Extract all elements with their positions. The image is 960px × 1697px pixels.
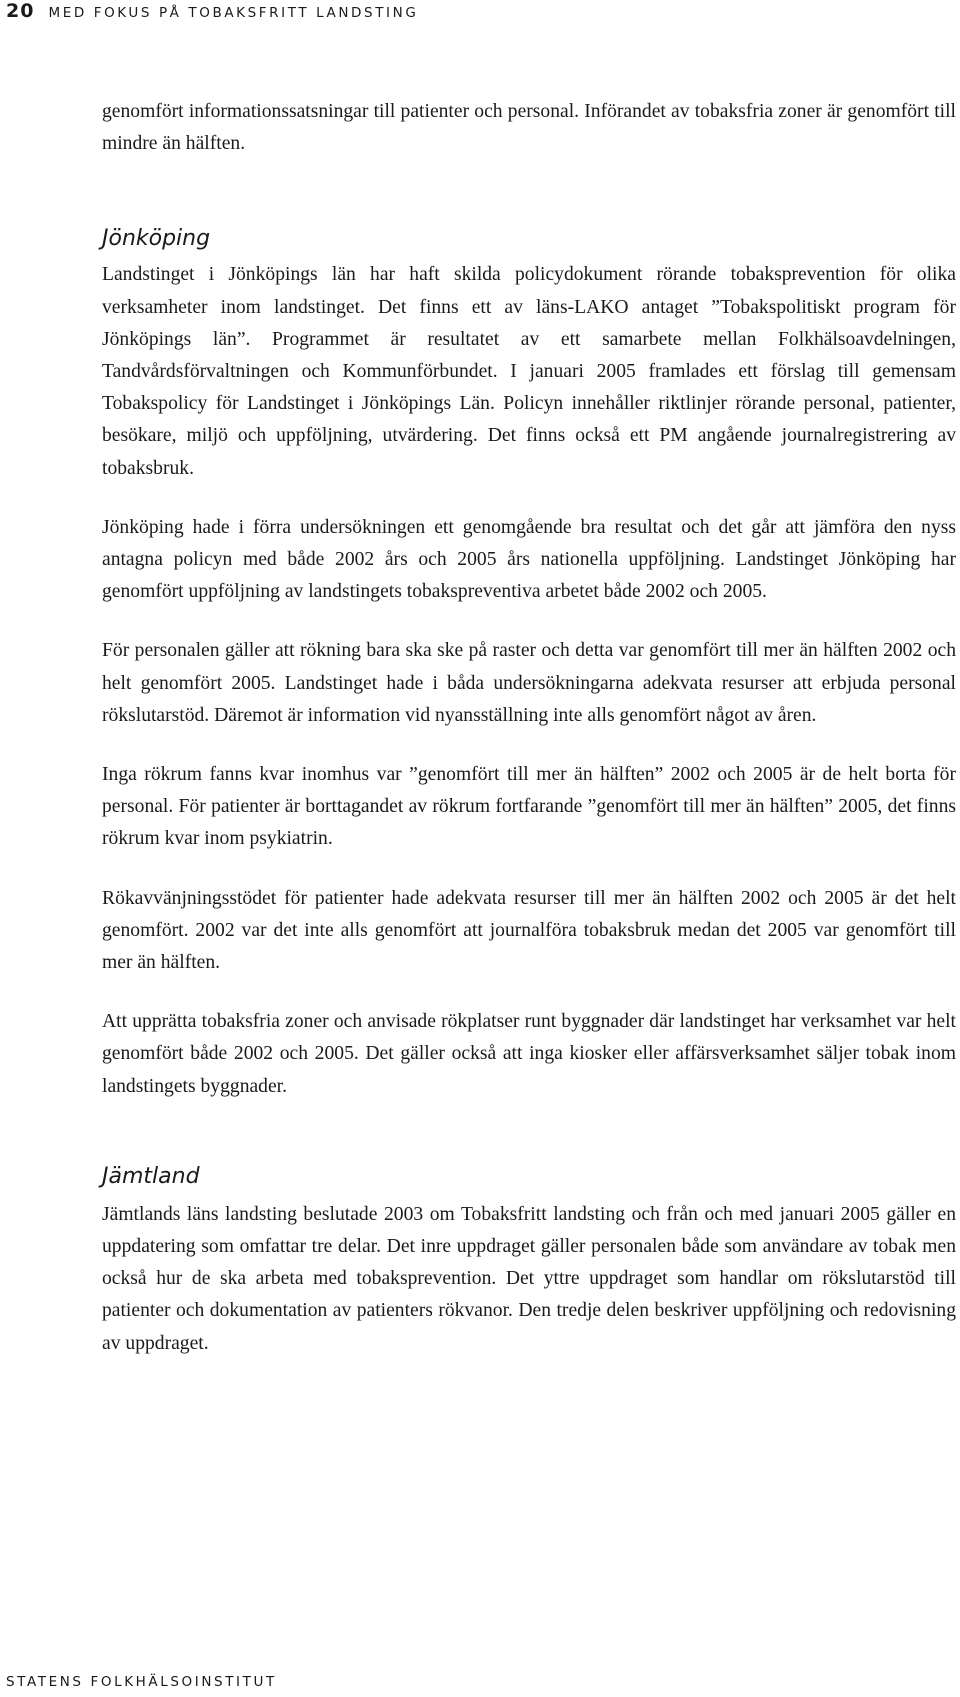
jonkoping-paragraph-1: Landstinget i Jönköpings län har haft skilda policydokument rörande tobaksprevention för olika verksamheter inom landstinget. Det finns ett av läns-LAKO antaget ”Tobakspolitiskt program för Jönköpings län”. Programmet är resultatet av ett samarbete mellan Folkhälsoavdelningen, Tandvårdsförvaltningen och Kommunförbundet. I januari 2005 framlades ett förslag till gemensam Tobakspolicy för Landstinget i Jönköpings Län. Policyn innehåller riktlinjer rörande personal, patienter, besökare, miljö och uppföljning, utvärdering. Det finns också ett PM angående journalregistrering av tobaksbruk. <box>102 264 956 479</box>
jonkoping-paragraph-6: Att upprätta tobaksfria zoner och anvisade rökplatser runt byggnader där landstinget har verksamhet var helt genomfört både 2002 och 2005. Det gäller också att inga kiosker eller affärsverksamhet säljer tobak inom landstingets byggnader. <box>102 1011 956 1097</box>
page-number: 20 <box>6 0 35 22</box>
running-header <box>6 0 418 22</box>
jonkoping-paragraph-2: Jönköping hade i förra undersökningen ett genomgående bra resultat och det går att jämföra den nyss antagna policyn med både 2002 års och 2005 års nationella uppföljning. Landstinget Jönköping har genomfört uppföljning av landstingets tobakspreventiva arbetet både 2002 och 2005. <box>102 516 956 603</box>
jamtland-paragraph-1: Jämtlands läns landsting beslutade 2003 om Tobaksfritt landsting och från och med januari 2005 gäller en uppdatering som omfattar tre delar. Det inre uppdraget gäller personalen både som användare av tobak men också hur de ska arbeta med tobaksprevention. Det yttre uppdraget som handlar om rökslutarstöd till patienter och dokumentation av patienters rökvanor. Den tredje delen beskriver uppföljning och redovisning av uppdraget. <box>102 1203 956 1354</box>
section-heading-jamtland: Jämtland <box>102 1163 200 1189</box>
section-heading-jonkoping: Jönköping <box>102 226 211 252</box>
page-body <box>102 96 956 1360</box>
jonkoping-paragraph-4: Inga rökrum fanns kvar inomhus var ”genomfört till mer än hälften” 2002 och 2005 är de helt borta för personal. För patienter är borttagandet av rökrum fortfarande ”genomfört till mer än hälften” 2005, det finns rökrum kvar inom psykiatrin. <box>102 764 956 850</box>
footer-publisher: STATENS FOLKHÄLSOINSTITUT <box>6 1674 277 1690</box>
jonkoping-paragraph-3: För personalen gäller att rökning bara ska ske på raster och detta var genomfört till mer än hälften 2002 och helt genomfört 2005. Landstinget hade i båda undersökningarna adekvata resurser att erbjuda personal rökslutarstöd. Däremot är information vid nyansställning inte alls genomfört något av åren. <box>102 640 956 726</box>
running-title: MED FOKUS PÅ TOBAKSFRITT LANDSTING <box>48 5 419 21</box>
jonkoping-paragraph-5: Rökavvänjningsstödet för patienter hade adekvata resurser till mer än hälften 2002 och 2005 är det helt genomfört. 2002 var det inte alls genomfört att journalföra tobaksbruk medan det 2005 var genomfört till mer än hälften. <box>102 887 956 974</box>
intro-paragraph: genomfört informationssatsningar till patienter och personal. Införandet av tobaksfria zoner är genomfört till mindre än hälften. <box>102 101 956 155</box>
